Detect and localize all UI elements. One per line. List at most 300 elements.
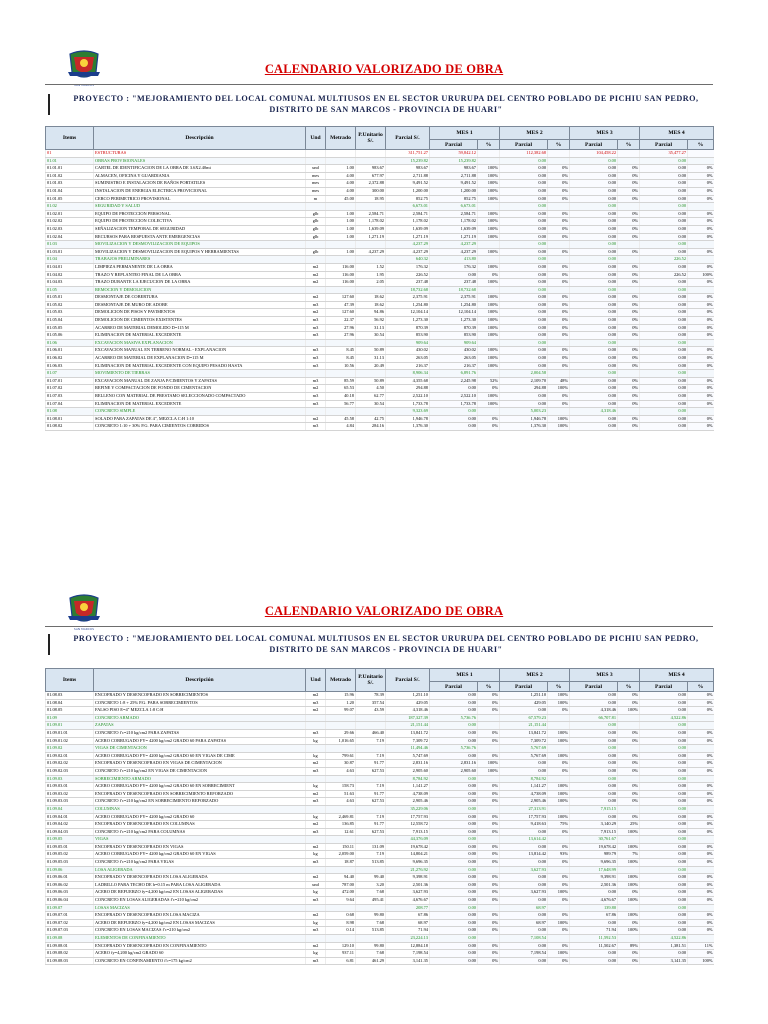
cell-mes3-pct [618, 150, 640, 158]
cell-mes1-parcial: 1,271.19 [430, 233, 478, 241]
col-metrado: Metrado [326, 127, 356, 150]
cell-mes2-parcial: 0.00 [500, 279, 548, 287]
cell-unit: m2 [306, 385, 326, 393]
sub-parcial: Parcial [570, 682, 618, 692]
cell-mes4-parcial: 0.00 [640, 798, 688, 806]
cell-mes1-pct: 100% [478, 309, 500, 317]
cell-parcial: 68.97 [386, 919, 430, 927]
cell-mes2-parcial: 0.00 [500, 332, 548, 340]
cell-mes1-pct: 0% [478, 798, 500, 806]
cell-unit-price: 91.77 [356, 760, 386, 768]
cell-mes1-parcial: 0.00 [430, 408, 478, 416]
table-row [46, 309, 714, 317]
cell-metrado [326, 775, 356, 783]
cell-parcial: 2,905.46 [386, 798, 430, 806]
cell-mes1-pct [478, 836, 500, 844]
cell-item-code: 01.04.01 [46, 263, 94, 271]
cell-mes1-pct: 0% [478, 950, 500, 958]
cell-unit [306, 722, 326, 730]
section-row [46, 714, 714, 722]
cell-unit-price: 30.54 [356, 332, 386, 340]
table-row [46, 385, 714, 393]
cell-mes4-parcial: 0.00 [640, 203, 688, 211]
cell-mes3-parcial: 0.00 [570, 889, 618, 897]
section-row [46, 805, 714, 813]
table-row [46, 737, 714, 745]
cell-mes3-parcial: 4,318.46 [570, 408, 618, 416]
sub-pct: % [478, 682, 500, 692]
cell-mes1-parcial: 4,237.29 [430, 248, 478, 256]
cell-mes1-pct [478, 935, 500, 943]
sub-pct: % [618, 140, 640, 150]
cell-item-code: 01.09.05.03 [46, 859, 94, 867]
cell-mes2-pct: 0% [548, 172, 570, 180]
cell-mes1-pct [478, 150, 500, 158]
cell-mes3-pct: 0% [618, 737, 640, 745]
cell-mes1-parcial: 0.00 [430, 707, 478, 715]
table-row [46, 692, 714, 700]
cell-description: CONCRETO 1:10 + 30% P.G. PARA CIMIENTOS CORRIDOS [94, 423, 306, 431]
cell-mes2-pct: 0% [548, 347, 570, 355]
sub-parcial: Parcial [570, 140, 618, 150]
cell-mes4-parcial: 0.00 [640, 423, 688, 431]
cell-mes4-pct: 0% [688, 172, 714, 180]
cell-unit: kg [306, 950, 326, 958]
cell-description: ACERO CORRUGADO FY= 4200 kg/cm2 GRADO 60 EN VIGAS DE CIME [94, 752, 306, 760]
cell-mes1-pct [478, 775, 500, 783]
cell-mes3-pct: 100% [618, 828, 640, 836]
cell-item-code: 01.05.04 [46, 317, 94, 325]
cell-mes2-pct: 0% [548, 294, 570, 302]
table-row [46, 172, 714, 180]
cell-parcial: 208.77 [386, 904, 430, 912]
cell-unit: kg [306, 752, 326, 760]
cell-unit: mes [306, 172, 326, 180]
page-title: CALENDARIO VALORIZADO DE OBRA [264, 62, 504, 76]
cell-item-code: 01.06.01 [46, 347, 94, 355]
cell-mes2-parcial: 2,109.70 [500, 377, 548, 385]
cell-mes3-pct [618, 241, 640, 249]
cell-mes4-parcial: 0.00 [640, 707, 688, 715]
cell-unit-price: 50.89 [356, 347, 386, 355]
table-row [46, 195, 714, 203]
cell-parcial: 1,141.27 [386, 783, 430, 791]
col-punitario: P.Unitario S/. [356, 669, 386, 692]
cell-unit-price: 42.75 [356, 415, 386, 423]
cell-mes2-parcial: 0.00 [500, 233, 548, 241]
cell-mes2-parcial: 67,579.23 [500, 714, 548, 722]
table-row [46, 843, 714, 851]
cell-unit-price [356, 203, 386, 211]
cell-mes3-pct: 0% [618, 180, 640, 188]
cell-mes3-parcial: 0.00 [570, 783, 618, 791]
cell-unit [306, 904, 326, 912]
cell-mes3-pct: 0% [618, 400, 640, 408]
cell-metrado [326, 745, 356, 753]
cell-description: ACERO fy=4,200 kg/cm2 GRADO 60 [94, 950, 306, 958]
cell-mes1-pct: 100% [478, 324, 500, 332]
cell-mes4-pct: 0% [688, 393, 714, 401]
cell-mes1-parcial: 0.00 [430, 423, 478, 431]
table-row [46, 324, 714, 332]
cell-mes2-parcial: 8,784.92 [500, 775, 548, 783]
cell-description: LOSAS MACIZAS [94, 904, 306, 912]
cell-mes4-pct: 0% [688, 950, 714, 958]
cell-item-code: 01.01.02 [46, 172, 94, 180]
cell-unit: und [306, 881, 326, 889]
cell-unit-price: 18.62 [356, 301, 386, 309]
col-mes-1: MES 1 [430, 669, 500, 682]
cell-mes3-pct: 0% [618, 225, 640, 233]
cell-mes4-pct: 0% [688, 843, 714, 851]
cell-parcial: 3,627.93 [386, 889, 430, 897]
cell-description: MOVIMIENTO DE TIERRAS [94, 370, 306, 378]
sheet-2 [0, 512, 768, 1024]
cell-mes3-parcial: 3,140.29 [570, 821, 618, 829]
cell-mes3-parcial: 0.00 [570, 301, 618, 309]
col-parcial: Parcial S/. [386, 669, 430, 692]
cell-mes4-parcial: 1,381.51 [640, 942, 688, 950]
cell-unit: m3 [306, 301, 326, 309]
cell-mes4-parcial: 0.00 [640, 813, 688, 821]
cell-mes1-parcial: 0.00 [430, 385, 478, 393]
cell-unit: m3 [306, 699, 326, 707]
cell-item-code: 01.09.07 [46, 904, 94, 912]
table-row [46, 942, 714, 950]
cell-item-code: 01.09.02.01 [46, 752, 94, 760]
cell-unit-price: 357.54 [356, 699, 386, 707]
cell-item-code: 01.08 [46, 408, 94, 416]
cell-mes2-pct: 0% [548, 309, 570, 317]
cell-mes4-pct: 0% [688, 912, 714, 920]
cell-mes2-parcial: 0.00 [500, 393, 548, 401]
cell-parcial: 4,738.09 [386, 790, 430, 798]
cell-unit: m3 [306, 400, 326, 408]
cell-item-code: 01.02 [46, 203, 94, 211]
cell-mes3-parcial: 0.00 [570, 172, 618, 180]
cell-mes1-pct: 0% [478, 889, 500, 897]
cell-parcial: 1,254.80 [386, 301, 430, 309]
cell-mes1-pct [478, 714, 500, 722]
cell-description: ELIMINACION DE MATERIAL EXCEDENTE CON EQUIPO PESADO HASTA [94, 362, 306, 370]
cell-unit-price: 99.80 [356, 912, 386, 920]
section-row [46, 866, 714, 874]
cell-mes3-pct [618, 836, 640, 844]
cell-mes1-parcial: 2,905.60 [430, 767, 478, 775]
cell-mes4-pct: 0% [688, 165, 714, 173]
cell-mes2-parcial: 3,627.93 [500, 889, 548, 897]
sub-parcial: Parcial [430, 682, 478, 692]
table-row [46, 859, 714, 867]
cell-unit-price [356, 339, 386, 347]
cell-mes4-pct: 0% [688, 324, 714, 332]
cell-unit-price [356, 836, 386, 844]
sub-pct: % [618, 682, 640, 692]
cell-mes3-pct: 0% [618, 324, 640, 332]
cell-mes4-parcial: 0.00 [640, 370, 688, 378]
cell-mes1-parcial: 0.00 [430, 851, 478, 859]
section-row [46, 241, 714, 249]
cell-unit: glb [306, 218, 326, 226]
cell-mes1-pct: 0% [478, 859, 500, 867]
cell-mes4-parcial: 0.00 [640, 279, 688, 287]
cell-mes3-parcial: 0.00 [570, 165, 618, 173]
cell-unit-price [356, 745, 386, 753]
cell-metrado [326, 241, 356, 249]
cell-unit-price: 20.49 [356, 362, 386, 370]
cell-metrado: 937.11 [326, 950, 356, 958]
cell-mes4-pct: 0% [688, 813, 714, 821]
cell-unit-price [356, 370, 386, 378]
cell-mes3-pct: 0% [618, 347, 640, 355]
cell-description: ACERO DE REFUERZO fy=4,200 kg/cm2 EN LOSAS ALIGERADAS [94, 889, 306, 897]
cell-mes3-parcial: 67.86 [570, 912, 618, 920]
cell-unit-price: 30.54 [356, 400, 386, 408]
cell-mes2-pct [548, 805, 570, 813]
cell-mes2-parcial: 2,905.46 [500, 798, 548, 806]
cell-mes1-parcial: 0.00 [430, 935, 478, 943]
cell-unit: glb [306, 210, 326, 218]
cell-unit [306, 150, 326, 158]
cell-item-code: 01.08.04 [46, 699, 94, 707]
cell-mes2-parcial: 0.00 [500, 927, 548, 935]
cell-mes4-parcial: 0.00 [640, 737, 688, 745]
cell-mes3-pct [618, 714, 640, 722]
cell-unit: m3 [306, 393, 326, 401]
cell-mes1-parcial: 0.00 [430, 912, 478, 920]
cell-mes3-parcial: 19,678.42 [570, 843, 618, 851]
cell-metrado [326, 256, 356, 264]
cell-mes1-parcial: 0.00 [430, 783, 478, 791]
cell-mes2-parcial: 1,141.27 [500, 783, 548, 791]
cell-metrado: 116.00 [326, 271, 356, 279]
cell-mes4-pct [688, 935, 714, 943]
divider [45, 84, 713, 85]
cell-mes1-pct: 100% [478, 294, 500, 302]
cell-description: LOSA ALIGERADA [94, 866, 306, 874]
cell-metrado [326, 866, 356, 874]
cell-unit-price [356, 714, 386, 722]
cell-mes2-pct: 0% [548, 707, 570, 715]
cell-unit-price: 31.13 [356, 324, 386, 332]
schedule-table-2 [45, 668, 714, 965]
cell-unit-price [356, 286, 386, 294]
cell-mes4-parcial: 0.00 [640, 897, 688, 905]
cell-mes1-parcial: 0.00 [430, 836, 478, 844]
cell-mes1-pct: 100% [478, 180, 500, 188]
cell-mes2-parcial: 294.88 [500, 385, 548, 393]
cell-parcial: 9,398.91 [386, 874, 430, 882]
cell-mes1-parcial: 0.00 [430, 927, 478, 935]
cell-description: SUMINISTRO E INSTALACION DE BAÑOS PORTATILES [94, 180, 306, 188]
cell-mes2-pct: 48% [548, 377, 570, 385]
cell-description: TRAZO DURANTE LA EJECUCION DE LA OBRA [94, 279, 306, 287]
section-row [46, 836, 714, 844]
cell-item-code: 01.09.05.02 [46, 851, 94, 859]
cell-mes1-parcial: 0.00 [430, 866, 478, 874]
cell-mes3-parcial: 0.00 [570, 737, 618, 745]
cell-unit: m2 [306, 271, 326, 279]
cell-mes4-parcial: 0.00 [640, 836, 688, 844]
cell-mes2-pct: 100% [548, 423, 570, 431]
cell-mes4-parcial: 0.00 [640, 241, 688, 249]
cell-mes2-parcial: 112,382.68 [500, 150, 548, 158]
cell-mes1-pct: 0% [478, 699, 500, 707]
cell-mes3-pct: 100% [618, 927, 640, 935]
table-row [46, 760, 714, 768]
cell-mes3-pct: 100% [618, 897, 640, 905]
cell-parcial: 3,141.35 [386, 957, 430, 965]
section-row [46, 935, 714, 943]
cell-mes1-pct: 0% [478, 729, 500, 737]
cell-mes1-parcial: 1,639.09 [430, 225, 478, 233]
cell-parcial: 870.39 [386, 324, 430, 332]
cell-description: RECURSOS PARA RESPUESTA ANTE EMERGENCIAS [94, 233, 306, 241]
cell-mes2-parcial: 0.00 [500, 210, 548, 218]
cell-unit-price: 627.53 [356, 798, 386, 806]
cell-description: EXCAVACION MASIVA EXPLANACION [94, 339, 306, 347]
cell-mes3-pct: 0% [618, 760, 640, 768]
cell-item-code: 01.09.07.02 [46, 919, 94, 927]
cell-mes4-pct: 0% [688, 377, 714, 385]
cell-item-code: 01.09.06.04 [46, 897, 94, 905]
cell-mes3-pct: 0% [618, 423, 640, 431]
cell-unit-price: 91.77 [356, 790, 386, 798]
cell-mes1-pct: 0% [478, 707, 500, 715]
cell-description: ALMACEN, OFICINA Y GUARDIANIA [94, 172, 306, 180]
col-punitario: P.Unitario S/. [356, 127, 386, 150]
table-row [46, 362, 714, 370]
cell-mes3-parcial: 0.00 [570, 775, 618, 783]
cell-description: ACARREO DE MATERIAL DEMOLIDO D=115 M [94, 324, 306, 332]
cell-parcial: 187,327.39 [386, 714, 430, 722]
cell-parcial: 5,747.69 [386, 752, 430, 760]
cell-mes2-parcial: 13,814.42 [500, 851, 548, 859]
cell-item-code: 01.09.03.03 [46, 798, 94, 806]
cell-parcial: 4,237.29 [386, 248, 430, 256]
cell-mes1-parcial: 0.00 [430, 798, 478, 806]
cell-mes1-parcial: 2,245.98 [430, 377, 478, 385]
cell-mes1-parcial: 0.00 [430, 843, 478, 851]
cell-unit-price: 284.16 [356, 423, 386, 431]
cell-parcial: 263.05 [386, 355, 430, 363]
cell-mes2-pct: 0% [548, 942, 570, 950]
cell-metrado: 6.81 [326, 957, 356, 965]
cell-parcial: 2,501.36 [386, 881, 430, 889]
cell-unit [306, 286, 326, 294]
cell-mes4-parcial: 0.00 [640, 362, 688, 370]
cell-item-code: 01.09.08.01 [46, 942, 94, 950]
cell-unit: m2 [306, 821, 326, 829]
cell-mes2-pct: 0% [548, 233, 570, 241]
cell-mes2-pct: 100% [548, 889, 570, 897]
cell-mes2-pct [548, 722, 570, 730]
cell-mes2-parcial: 5,003.23 [500, 408, 548, 416]
table-row [46, 699, 714, 707]
cell-mes4-pct: 0% [688, 415, 714, 423]
cell-mes2-parcial: 0.00 [500, 760, 548, 768]
cell-description: CONCRETO f'c=210 kg/cm2 EN SOBRECIMIENTO REFORZADO [94, 798, 306, 806]
cell-mes3-pct: 0% [618, 957, 640, 965]
cell-description: CONCRETO 1:8 + 25% P.G. PARA SOBRECIMIENTOS [94, 699, 306, 707]
cell-unit-price: 1,639.09 [356, 225, 386, 233]
cell-mes2-parcial: 21,151.44 [500, 722, 548, 730]
cell-unit: m3 [306, 729, 326, 737]
col-mes-3: MES 3 [570, 669, 640, 682]
cell-mes1-parcial: 0.00 [430, 828, 478, 836]
cell-mes3-parcial: 2,501.36 [570, 881, 618, 889]
cell-mes2-parcial: 0.00 [500, 859, 548, 867]
cell-mes4-pct: 0% [688, 309, 714, 317]
table-row [46, 889, 714, 897]
table-row [46, 767, 714, 775]
cell-item-code: 01.09.06.03 [46, 889, 94, 897]
cell-mes3-parcial: 0.00 [570, 241, 618, 249]
table-row [46, 263, 714, 271]
cell-description: INSTALACION DE ENERGIA ELECTRICA PROVICIONAL [94, 187, 306, 195]
cell-mes2-parcial: 7,198.54 [500, 950, 548, 958]
cell-mes4-pct: 0% [688, 332, 714, 340]
cell-mes4-parcial: 226.52 [640, 256, 688, 264]
table-row [46, 301, 714, 309]
cell-mes3-pct: 0% [618, 889, 640, 897]
cell-mes4-parcial: 0.00 [640, 400, 688, 408]
cell-mes1-pct: 100% [478, 172, 500, 180]
cell-mes4-pct [688, 714, 714, 722]
cell-metrado: 4.63 [326, 798, 356, 806]
cell-mes4-pct: 0% [688, 752, 714, 760]
cell-mes1-parcial: 0.00 [430, 881, 478, 889]
section-row [46, 203, 714, 211]
cell-mes3-parcial: 0.00 [570, 767, 618, 775]
cell-mes1-parcial: 0.00 [430, 737, 478, 745]
col-items: Items [46, 669, 94, 692]
cell-mes3-parcial: 0.00 [570, 370, 618, 378]
cell-parcial: 852.75 [386, 195, 430, 203]
cell-unit-price: 983.67 [356, 165, 386, 173]
col-mes-4: MES 4 [640, 669, 714, 682]
cell-mes4-pct: 0% [688, 798, 714, 806]
cell-mes3-pct [618, 408, 640, 416]
cell-parcial: 18,732.68 [386, 286, 430, 294]
col-descripcion: Descripción [94, 669, 306, 692]
cell-mes2-pct: 0% [548, 279, 570, 287]
cell-mes4-parcial: 0.00 [640, 767, 688, 775]
cell-mes3-parcial: 0.00 [570, 203, 618, 211]
cell-mes3-pct: 7% [618, 851, 640, 859]
cell-mes2-parcial: 1,376.30 [500, 423, 548, 431]
cell-unit [306, 775, 326, 783]
cell-mes1-parcial: 5,736.76 [430, 714, 478, 722]
cell-unit-price: 513.85 [356, 927, 386, 935]
cell-mes4-pct: 0% [688, 859, 714, 867]
cell-mes2-parcial: 4,738.09 [500, 790, 548, 798]
cell-mes1-pct: 0% [478, 415, 500, 423]
cell-parcial: 1,178.02 [386, 218, 430, 226]
cell-mes4-pct [688, 904, 714, 912]
cell-unit-price: 7.68 [356, 919, 386, 927]
cell-mes2-parcial: 5,767.69 [500, 745, 548, 753]
cell-mes2-parcial: 0.00 [500, 248, 548, 256]
cell-unit: m2 [306, 263, 326, 271]
col-metrado: Metrado [326, 669, 356, 692]
cell-item-code: 01.09.01.01 [46, 729, 94, 737]
cell-mes1-parcial: 2,584.71 [430, 210, 478, 218]
cell-description: MOVILIZACION Y DESMOVILIZACION DE EQUIPOS [94, 241, 306, 249]
cell-mes2-parcial: 2,004.58 [500, 370, 548, 378]
cell-mes1-pct [478, 408, 500, 416]
cell-metrado [326, 935, 356, 943]
